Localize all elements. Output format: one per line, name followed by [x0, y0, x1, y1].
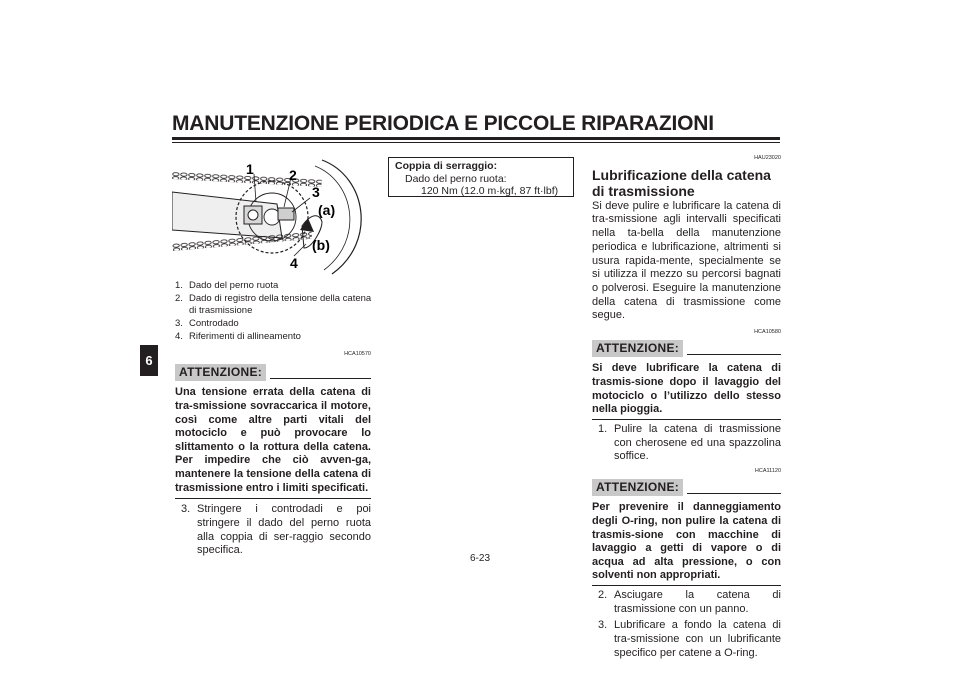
callout-a: (a)	[318, 202, 336, 218]
caption-item: 2. Dado di registro della tensione della catena di trasmissione	[175, 293, 372, 316]
intro-paragraph: Si deve pulire e lubrificare la catena di tra-smissione agli intervalli specificati nella ta-bella della manutenzione periodica e lubrificazione, altrimenti si usura rapida-mente, specialmente se si utilizza il mezzo su percorsi bagnati o polverosi. Eseguire la manutenzione della catena di trasmissione come segue.	[592, 199, 781, 322]
step-2: 2. Asciugare la catena di trasmissione con un panno.	[598, 588, 781, 615]
header-rule	[172, 137, 780, 140]
warning-text: Per prevenire il danneggiamento degli O-ring, non pulire la catena di trasmis-sione con macchine di lavaggio a getti di vapore o di acqua ad alta pressione, o con solventi non appropriati.	[592, 501, 781, 582]
warning-end-rule	[175, 498, 371, 499]
warning-text: Si deve lubrificare la catena di trasmis-sione dopo il lavaggio del motociclo o l’utilizzo dello stesso nella pioggia.	[592, 362, 781, 416]
warning-code: HCA10580	[754, 329, 781, 336]
torque-title: Coppia di serraggio:	[395, 160, 498, 172]
warning-rule	[270, 378, 371, 379]
warning-rule	[687, 493, 781, 494]
torque-value: 120 Nm (12.0 m·kgf, 87 ft·lbf)	[421, 185, 559, 197]
figure-caption	[175, 280, 375, 344]
callout-b: (b)	[312, 237, 330, 253]
step-3: 3. Lubrificare a fondo la catena di tra-smissione con un lubrificante specifico per catene a O-ring.	[598, 619, 781, 659]
warning-label: ATTENZIONE:	[592, 479, 683, 497]
callout-1: 1	[246, 161, 254, 177]
step-1: 1. Pulire la catena di trasmissione con cherosene ed una spazzolina soffice.	[598, 422, 781, 463]
warning-rule	[687, 354, 781, 355]
warning-label: ATTENZIONE:	[175, 364, 266, 382]
chapter-tab: 6	[140, 345, 158, 376]
warning-text: Una tensione errata della catena di tra-smissione sovraccarica il motore, così come altre parti vitali del motociclo e può provocare lo slittamento o la rottura della catena. Per impedire che ciò avven-ga, mantenere la tensione della catena di trasmissione entro i limiti specificati.	[175, 386, 371, 494]
chain-adjuster-illustration	[172, 152, 376, 276]
callout-3: 3	[312, 184, 320, 200]
right-column	[592, 152, 781, 660]
warning-end-rule	[592, 419, 781, 420]
warning-label: ATTENZIONE:	[592, 340, 683, 358]
warning-code: HCA11120	[754, 467, 781, 474]
page-title: MANUTENZIONE PERIODICA E PICCOLE RIPARAZIONI	[172, 112, 714, 135]
callout-2: 2	[289, 167, 297, 183]
header-rule-thin	[172, 142, 780, 143]
caption-item: 3. Controdado	[175, 317, 239, 329]
warning-end-rule	[592, 585, 781, 586]
left-column	[175, 348, 371, 558]
warning-code: HCA10570	[344, 351, 371, 357]
section-code: HAU23020	[754, 155, 781, 161]
caption-item: 1. Dado del perno ruota	[175, 280, 279, 291]
step-3: 3. Stringere i controdadi e poi stringere il dado del perno ruota alla coppia di ser-raggio secondo specifica.	[181, 503, 371, 557]
page-number: 6-23	[470, 553, 491, 564]
torque-spec-box	[388, 157, 574, 197]
caption-item: 4. Riferimenti di allineamento	[175, 330, 301, 342]
section-title: Lubrificazione della catena di trasmissione	[592, 166, 771, 199]
callout-4: 4	[290, 255, 298, 271]
torque-item: Dado del perno ruota:	[405, 172, 507, 185]
